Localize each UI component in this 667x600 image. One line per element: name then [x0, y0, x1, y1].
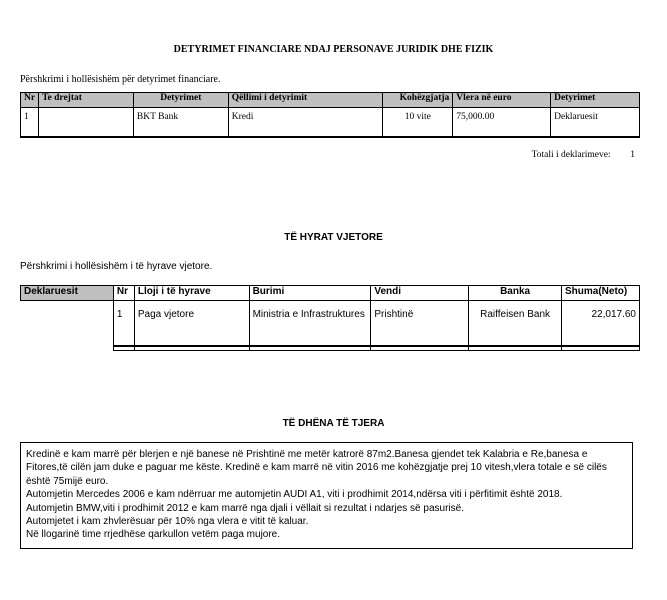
table-cell: Raiffeisen Bank — [469, 301, 562, 347]
column-header: Burimi — [249, 286, 371, 301]
other-data-box — [20, 442, 633, 549]
table-cell: 1 — [21, 108, 39, 138]
table-cell: BKT Bank — [133, 108, 228, 138]
table-row — [21, 108, 640, 138]
table-cell: Paga vjetore — [134, 301, 249, 347]
section-description-liabilities: Përshkrimi i hollësishëm për detyrimet financiare. — [20, 74, 221, 85]
column-header: Detyrimet — [133, 93, 228, 108]
column-header: Detyrimet — [551, 93, 640, 108]
table-cell: Deklaruesit — [551, 108, 640, 138]
table-header-row — [21, 93, 640, 108]
table-row — [21, 301, 640, 347]
section-title-income: TË HYRAT VJETORE — [284, 232, 383, 243]
column-header: Vlera në euro — [453, 93, 551, 108]
total-label: Totali i deklarimeve: — [531, 150, 611, 160]
note-line: Kredinë e kam marrë për blerjen e një banese në Prishtinë me metër katrorë 87m2.Banesa gjendet tek Kalabria e Re,banesa e Fitores,të cilën jam duke e paguar me këste. Kredinë e kam marrë në vitin 2016 me kohëzgjatje prej 10 vitesh,vlera totale e së cilës është 75mijë euro. — [26, 449, 607, 487]
column-header: Nr — [113, 286, 134, 301]
table-cell: 1 — [113, 301, 134, 347]
section-title-liabilities: DETYRIMET FINANCIARE NDAJ PERSONAVE JURIDIK DHE FIZIK — [173, 44, 494, 55]
note-line: Automjetin BMW,viti i prodhimit 2012 e kam marrë nga djali i vëllait si rezultat i ndarjes së pasurisë. — [26, 502, 464, 514]
total-declarations — [532, 150, 635, 160]
section-description-income: Përshkrimi i hollësishëm i të hyrave vjetore. — [20, 261, 213, 272]
column-header: Shuma(Neto) — [561, 286, 639, 301]
note-line: Automjetet i kam zhvlerësuar për 10% nga vlera e vitit të kaluar. — [26, 516, 309, 528]
column-header: Qëllimi i detyrimit — [228, 93, 383, 108]
note-line: Në llogarinë time rrjedhëse qarkullon vetëm paga mujore. — [26, 529, 281, 541]
table-cell: Prishtinë — [371, 301, 469, 347]
column-header: Lloji i të hyrave — [134, 286, 249, 301]
table-cell: 75,000.00 — [453, 108, 551, 138]
liabilities-table — [20, 92, 640, 140]
column-header: Nr — [21, 93, 39, 108]
column-header: Kohëzgjatja — [383, 93, 453, 108]
table-cell: 22,017.60 — [561, 301, 639, 347]
column-header: Te drejtat — [39, 93, 134, 108]
table-cell: Ministria e Infrastruktures — [249, 301, 371, 347]
column-header: Banka — [469, 286, 562, 301]
note-line: Automjetin Mercedes 2006 e kam ndërruar me automjetin AUDI A1, viti i prodhimit 2014,ndërsa viti i përfitimit është 2018. — [26, 489, 563, 501]
table-cell: 10 vite — [383, 108, 453, 138]
total-value: 1 — [630, 150, 635, 160]
table-cell: Kredi — [228, 108, 383, 138]
table-cell — [21, 301, 114, 347]
column-header: Vendi — [371, 286, 469, 301]
table-header-row — [21, 286, 640, 301]
income-table — [20, 285, 640, 351]
column-header: Deklaruesit — [21, 286, 114, 301]
table-cell — [39, 108, 134, 138]
section-title-other-data: TË DHËNA TË TJERA — [282, 418, 385, 429]
